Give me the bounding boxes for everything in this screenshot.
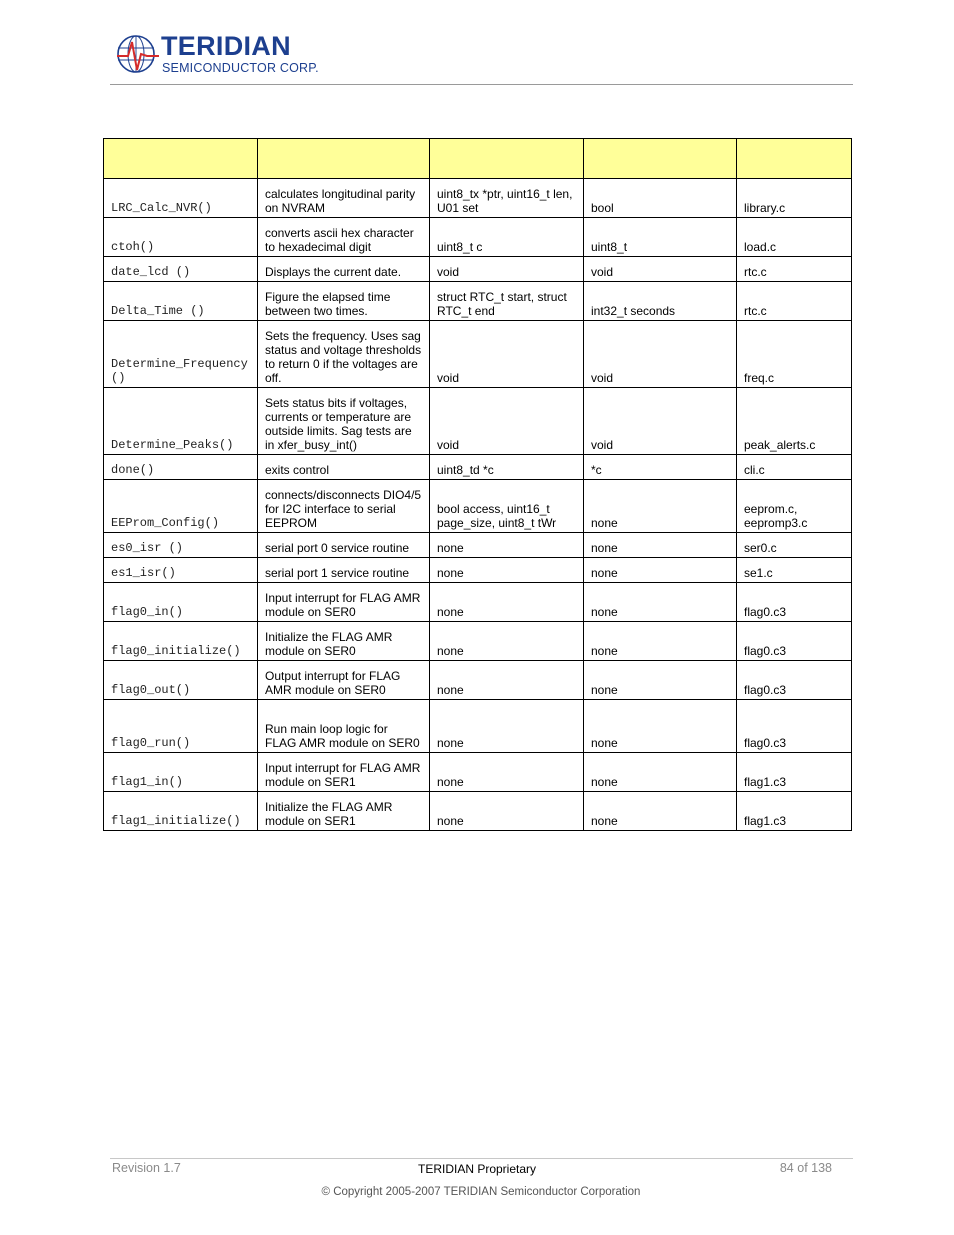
return-cell: none: [584, 622, 737, 661]
function-name-cell: ctoh(): [104, 218, 258, 257]
table-row: [104, 321, 852, 388]
function-name-cell: date_lcd (): [104, 257, 258, 282]
function-name-cell: EEProm_Config(): [104, 480, 258, 533]
function-name-cell: flag0_initialize(): [104, 622, 258, 661]
footer-proprietary: TERIDIAN Proprietary: [417, 1162, 537, 1176]
function-name-cell: flag1_in(): [104, 753, 258, 792]
header-cell-parameters: [430, 139, 584, 179]
file-cell: library.c: [737, 179, 852, 218]
file-cell: peak_alerts.c: [737, 388, 852, 455]
table-row: [104, 700, 852, 753]
parameters-cell: bool access, uint16_t page_size, uint8_t tWr: [430, 480, 584, 533]
description-cell: Figure the elapsed time between two times.: [258, 282, 430, 321]
return-cell: int32_t seconds: [584, 282, 737, 321]
return-cell: none: [584, 753, 737, 792]
parameters-cell: uint8_tx *ptr, uint16_t len, U01 set: [430, 179, 584, 218]
file-cell: cli.c: [737, 455, 852, 480]
file-cell: flag0.c3: [737, 700, 852, 753]
parameters-cell: none: [430, 792, 584, 831]
function-name-cell: flag0_run(): [104, 700, 258, 753]
function-name-cell: done(): [104, 455, 258, 480]
file-cell: flag1.c3: [737, 753, 852, 792]
return-cell: *c: [584, 455, 737, 480]
parameters-cell: none: [430, 622, 584, 661]
parameters-cell: void: [430, 321, 584, 388]
parameters-cell: void: [430, 388, 584, 455]
description-cell: converts ascii hex character to hexadecimal digit: [258, 218, 430, 257]
file-cell: flag0.c3: [737, 583, 852, 622]
table-row: [104, 455, 852, 480]
footer-copyright: © Copyright 2005-2007 TERIDIAN Semiconductor Corporation: [321, 1186, 641, 1198]
footer-revision: Revision 1.7: [112, 1161, 181, 1175]
teridian-globe-icon: [116, 32, 160, 76]
description-cell: Input interrupt for FLAG AMR module on SER0: [258, 583, 430, 622]
parameters-cell: uint8_t c: [430, 218, 584, 257]
function-name-cell: es0_isr (): [104, 533, 258, 558]
file-cell: rtc.c: [737, 257, 852, 282]
function-name-cell: flag0_out(): [104, 661, 258, 700]
description-cell: Initialize the FLAG AMR module on SER0: [258, 622, 430, 661]
description-cell: connects/disconnects DIO4/5 for I2C interface to serial EEPROM: [258, 480, 430, 533]
table-row: [104, 179, 852, 218]
description-cell: Input interrupt for FLAG AMR module on SER1: [258, 753, 430, 792]
function-name-cell: Delta_Time (): [104, 282, 258, 321]
function-name-cell: es1_isr(): [104, 558, 258, 583]
return-cell: void: [584, 257, 737, 282]
return-cell: none: [584, 661, 737, 700]
table-row: [104, 533, 852, 558]
description-cell: exits control: [258, 455, 430, 480]
return-cell: none: [584, 480, 737, 533]
parameters-cell: struct RTC_t start, struct RTC_t end: [430, 282, 584, 321]
table-row: [104, 622, 852, 661]
logo-subtitle: SEMICONDUCTOR CORP.: [162, 61, 319, 75]
table-row: [104, 753, 852, 792]
table-row: [104, 257, 852, 282]
file-cell: freq.c: [737, 321, 852, 388]
header-cell-file: [737, 139, 852, 179]
parameters-cell: none: [430, 753, 584, 792]
function-name-cell: Determine_Frequency(): [104, 321, 258, 388]
table-row: [104, 218, 852, 257]
parameters-cell: none: [430, 700, 584, 753]
file-cell: flag1.c3: [737, 792, 852, 831]
file-cell: ser0.c: [737, 533, 852, 558]
parameters-cell: uint8_td *c: [430, 455, 584, 480]
table-row: [104, 388, 852, 455]
file-cell: eeprom.c, eepromp3.c: [737, 480, 852, 533]
parameters-cell: void: [430, 257, 584, 282]
return-cell: bool: [584, 179, 737, 218]
return-cell: none: [584, 700, 737, 753]
function-name-cell: flag1_initialize(): [104, 792, 258, 831]
return-cell: none: [584, 558, 737, 583]
return-cell: uint8_t: [584, 218, 737, 257]
logo-wordmark: TERIDIAN: [161, 31, 291, 61]
return-cell: void: [584, 388, 737, 455]
header-cell-return: [584, 139, 737, 179]
table-row: [104, 558, 852, 583]
description-cell: serial port 0 service routine: [258, 533, 430, 558]
function-name-cell: flag0_in(): [104, 583, 258, 622]
description-cell: calculates longitudinal parity on NVRAM: [258, 179, 430, 218]
header-divider: [110, 84, 853, 85]
function-name-cell: LRC_Calc_NVR(): [104, 179, 258, 218]
parameters-cell: none: [430, 583, 584, 622]
parameters-cell: none: [430, 533, 584, 558]
teridian-logo: [116, 30, 322, 80]
parameters-cell: none: [430, 558, 584, 583]
file-cell: rtc.c: [737, 282, 852, 321]
return-cell: none: [584, 583, 737, 622]
footer-page-number: 84 of 138: [779, 1161, 832, 1175]
function-name-cell: Determine_Peaks(): [104, 388, 258, 455]
return-cell: none: [584, 792, 737, 831]
table-header-row: [104, 139, 852, 179]
table-row: [104, 792, 852, 831]
description-cell: Displays the current date.: [258, 257, 430, 282]
table-row: [104, 282, 852, 321]
table-row: [104, 661, 852, 700]
description-cell: serial port 1 service routine: [258, 558, 430, 583]
return-cell: none: [584, 533, 737, 558]
file-cell: flag0.c3: [737, 661, 852, 700]
file-cell: load.c: [737, 218, 852, 257]
table-row: [104, 480, 852, 533]
description-cell: Initialize the FLAG AMR module on SER1: [258, 792, 430, 831]
file-cell: se1.c: [737, 558, 852, 583]
function-table: [103, 138, 852, 831]
description-cell: Sets the frequency. Uses sag status and voltage thresholds to return 0 if the voltages are off.: [258, 321, 430, 388]
header-cell-function: [104, 139, 258, 179]
description-cell: Sets status bits if voltages, currents or temperature are outside limits. Sag tests are in xfer_busy_int(): [258, 388, 430, 455]
parameters-cell: none: [430, 661, 584, 700]
table-row: [104, 583, 852, 622]
description-cell: Output interrupt for FLAG AMR module on SER0: [258, 661, 430, 700]
header-cell-description: [258, 139, 430, 179]
footer-divider: [110, 1158, 853, 1159]
description-cell: Run main loop logic for FLAG AMR module on SER0: [258, 700, 430, 753]
file-cell: flag0.c3: [737, 622, 852, 661]
return-cell: void: [584, 321, 737, 388]
